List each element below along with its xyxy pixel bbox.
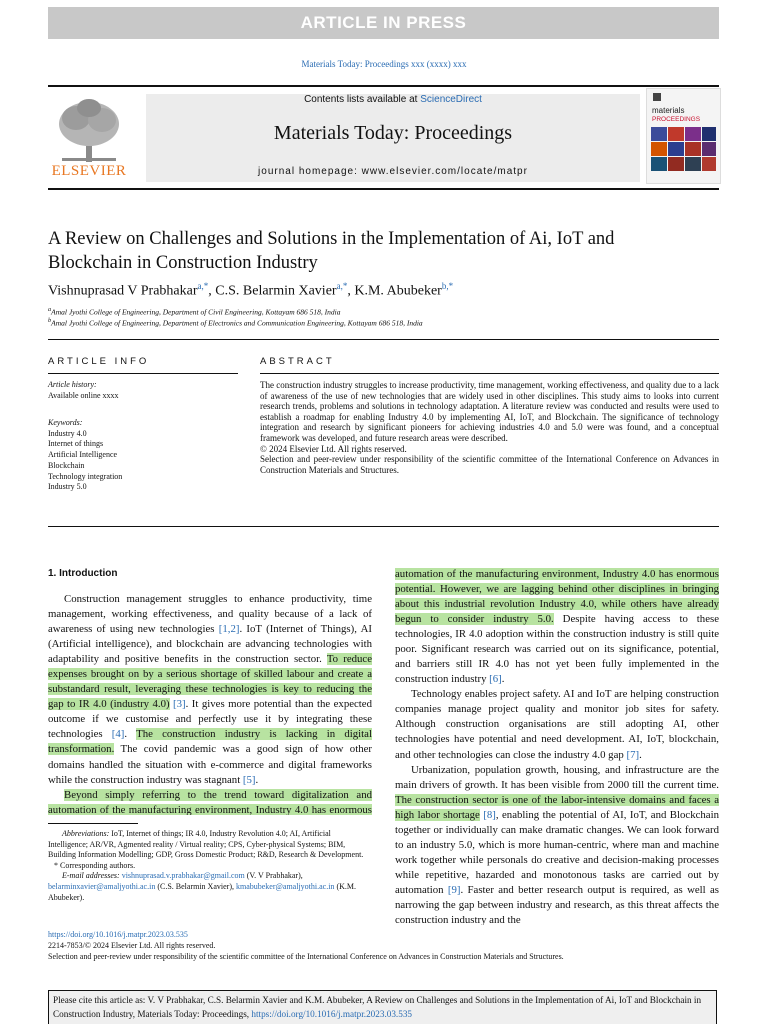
sciencedirect-link[interactable]: ScienceDirect [420, 94, 482, 105]
divider [48, 526, 719, 527]
elsevier-wordmark[interactable]: ELSEVIER [51, 163, 127, 179]
paragraph: automation of the manufacturing environment, Industry 4.0 has enormous potential. However, we are lagging behind other disciplines in bringing about this industrial revolution Industry 4.0, while others have already begun to consider industry 5.0. Despite having access to these technologies, IR 4.0 adoption within the construction industry is still quite poor. Significant research was carried out on its significance, potential, and barriers still IR 4.0 has not yet been fully implemented in the construction industry [6]. [395, 567, 719, 687]
email-link[interactable]: belarminxavier@amaljyothi.ac.in [48, 881, 156, 891]
keyword: Technology integration [48, 471, 123, 481]
highlighted-text: Beyond simply referring to the trend toward digitalization and automation of the manufacturing environment, Industry 4.0 has enormous [48, 789, 372, 815]
corresponding-note: * Corresponding authors. [54, 860, 136, 870]
left-column [48, 592, 372, 815]
keyword: Industry 4.0 [48, 428, 87, 438]
doi-link[interactable]: https://doi.org/10.1016/j.matpr.2023.03.535 [48, 930, 188, 939]
citation-link[interactable]: [7] [626, 748, 640, 761]
header-divider-bottom [48, 188, 719, 190]
email-note: E-mail addresses: vishnuprasad.v.prabhakar@gmail.com (V. V Prabhakar), belarminxavier@amaljyothi.ac.in (C.S. Belarmin Xavier), kmabubeker@amaljyothi.ac.in (K.M. Abubeker). [48, 871, 356, 902]
abstract-body: The construction industry struggles to increase productivity, time management, working effectiveness, and quality due to a lack of awareness of the use of new technologies that are widely used in other disciplines. This study aims to looks into current research trends, problems and solutions in technology adaptation. A literature review was conducted and results were used to establish a roadmap for enabling Industry 4.0 by implementing AI, IoT, and Blockchain. The significance of technology integration and research by significant pioneers for achieving industries 4.0 and 5.0 were was found, and a conceptual framework was developed, and future research areas were described. © 2024 Elsevier Ltd. All rights reserved. Selection and peer-review under responsibility of the scientific committee of the International Conference on Advances in Construction Materials and Structures. [260, 380, 719, 475]
author-name[interactable]: C.S. Belarmin Xavier [215, 283, 337, 299]
author-name[interactable]: Vishnuprasad V Prabhakar [48, 283, 198, 299]
article-history: Article history: Available online xxxx [48, 380, 119, 400]
keyword: Blockchain [48, 460, 85, 470]
paragraph: Technology enables project safety. AI and IoT are helping construction companies manage project quality and monitor job sites for safety. Although construction organisations are still adopting AI, other technologies have potential and need development. AI, IoT, blockchain, and other technologies can close the industry 4.0 gap [7]. [395, 688, 719, 761]
article-title: A Review on Challenges and Solutions in the Implementation of Ai, IoT and Blockchain in Construction Industry [48, 229, 615, 273]
author-affil-marker[interactable]: a,* [197, 281, 209, 291]
keyword: Industry 5.0 [48, 482, 87, 492]
affiliation-a: $^a$Amal Jyothi College of Engineering, Department of Civil Engineering, Kottayam 686 518, India [48, 306, 341, 317]
citation-link[interactable]: [9] [447, 883, 461, 896]
article-info-heading: ARTICLE INFO [48, 356, 150, 367]
journal-reference-link[interactable]: Materials Today: Proceedings xxx (xxxx) xxx [301, 59, 467, 69]
header-divider-top [48, 85, 719, 87]
divider [48, 339, 719, 340]
email-link[interactable]: kmabubeker@amaljyothi.ac.in [235, 881, 335, 891]
section-heading: 1. Introduction [48, 568, 118, 579]
keywords: Keywords: Industry 4.0 Internet of things Artificial Intelligence Blockchain Technology integration Industry 5.0 [48, 418, 123, 492]
author-affil-marker[interactable]: b,* [441, 281, 454, 291]
citation-link[interactable]: [3] [169, 698, 186, 711]
highlighted-text: The construction sector is one of the labor-intensive domains and faces a high labor shortage [395, 793, 719, 821]
journal-reference [0, 59, 768, 69]
svg-text:PROCEEDINGS: PROCEEDINGS [652, 116, 701, 123]
abstract-rule [260, 373, 719, 374]
abstract-heading: ABSTRACT [260, 356, 335, 367]
article-info-rule [48, 373, 238, 374]
contents-available: Contents lists available at ScienceDirect [304, 94, 482, 105]
author-name[interactable]: K.M. Abubeker [354, 283, 442, 299]
author-affil-marker[interactable]: a,* [336, 281, 348, 291]
journal-homepage[interactable]: journal homepage: www.elsevier.com/locate/matpr [258, 166, 528, 177]
abstract-copyright: © 2024 Elsevier Ltd. All rights reserved. [260, 443, 407, 454]
paragraph [48, 788, 372, 815]
author-list: Vishnuprasad V Prabhakar$^{a,*}$, C.S. Belarmin Xavier$^{a,*}$, K.M. Abubeker$^{b,*}$ [48, 281, 454, 299]
journal-title: Materials Today: Proceedings [273, 122, 513, 144]
right-column [395, 567, 719, 925]
affiliation-b: $^b$Amal Jyothi College of Engineering, Department of Electronics and Communication Engineering, Kottayam 686 518, India [48, 317, 423, 328]
citation-link[interactable]: [8] [479, 808, 496, 821]
keyword: Internet of things [48, 439, 104, 449]
keyword: Artificial Intelligence [48, 450, 118, 460]
footer-peer-review: Selection and peer-review under responsibility of the scientific committee of the International Conference on Advances in Construction Materials and Structures. [48, 951, 564, 961]
citation-box: Please cite this article as: V. V Prabhakar, C.S. Belarmin Xavier and K.M. Abubeker, A Review on Challenges and Solutions in the Implementation of Ai, IoT and Blockchain in Construction Industry, Materials Today: Proceedings, https://doi.org/10.1016/j.matpr.2023.03.535 [48, 990, 717, 1024]
highlighted-text: To reduce expenses brought on by a serious shortage of skilled labour and create a substandard result, leveraging these technologies is key to reducing the gap to IR 4.0 (industry 4.0) [48, 653, 372, 711]
footer-doi-block [48, 930, 564, 962]
svg-text:materials: materials [652, 106, 685, 115]
paragraph: Construction management struggles to enhance productivity, time management, working effectiveness, and quality because of a lack of awareness of using new technologies [1,2]. IoT (Internet of Things), AI (Artificial intelligence), and blockchain are advancing technologies with adaptability and positive benefits in the construction sector. To reduce expenses brought on by a serious shortage of skilled labour and create a substandard result, leveraging these technologies is key to reducing the gap to IR 4.0 (industry 4.0) [3]. It gives more potential than the expected outcome if we customise and perfectly use it by integrating these technologies [4]. The construction industry is lacking in digital transformation. The covid pandemic was a good sign of how other domains handled the situation with e-commerce and digital frameworks while the construction industry was stagnant [5]. [48, 593, 372, 786]
journal-header-box [146, 94, 640, 182]
footnote-rule [48, 823, 138, 824]
abbreviations-note: Abbreviations: IoT, Internet of things; IR 4.0, Industry Revolution 4.0; AI, Artificial Intelligence; AR/VR, Agmented reality / Virtual reality; CPS, Cyber-physical Systems; BIM, Building Information Modelling; GDP, Gross Domestic Product; R&D, Research & Development. [48, 829, 364, 860]
highlighted-text: The construction industry is lacking in digital transformation. [48, 728, 372, 756]
citation-link[interactable]: [4] [111, 728, 125, 741]
email-link[interactable]: vishnuprasad.v.prabhakar@gmail.com [121, 871, 245, 881]
footnotes [48, 829, 372, 903]
citation-doi-link[interactable]: https://doi.org/10.1016/j.matpr.2023.03.535 [251, 1009, 413, 1019]
citation-link[interactable]: [1,2] [218, 623, 240, 636]
issn-line: 2214-7853/© 2024 Elsevier Ltd. All rights reserved. [48, 940, 216, 950]
article-in-press-banner: ARTICLE IN PRESS [48, 7, 719, 39]
paragraph: Urbanization, population growth, housing, and infrastructure are the main drivers of growth. It has been visible from 2000 till the current time. The construction sector is one of the labor-intensive domains and faces a high labor shortage [8], enabling the potential of AI, IoT, and Blockchain together or individually can make dramatic changes. We can look forward to an industry 5.0, which is more human-centric, where man and machine work together while personals do creative and decision-making processes while repetitive, hazarded and monotonous tasks are carried out by automation [9]. Faster and better research output is required, as well as narrowing the gap between industry and research, as this threat affects the construction industry and the [395, 763, 719, 925]
citation-link[interactable]: [5] [242, 773, 256, 786]
abstract-peer-review: Selection and peer-review under responsibility of the scientific committee of the International Conference on Advances in Construction Materials and Structures. [260, 454, 719, 475]
journal-cover-image[interactable] [646, 88, 721, 184]
